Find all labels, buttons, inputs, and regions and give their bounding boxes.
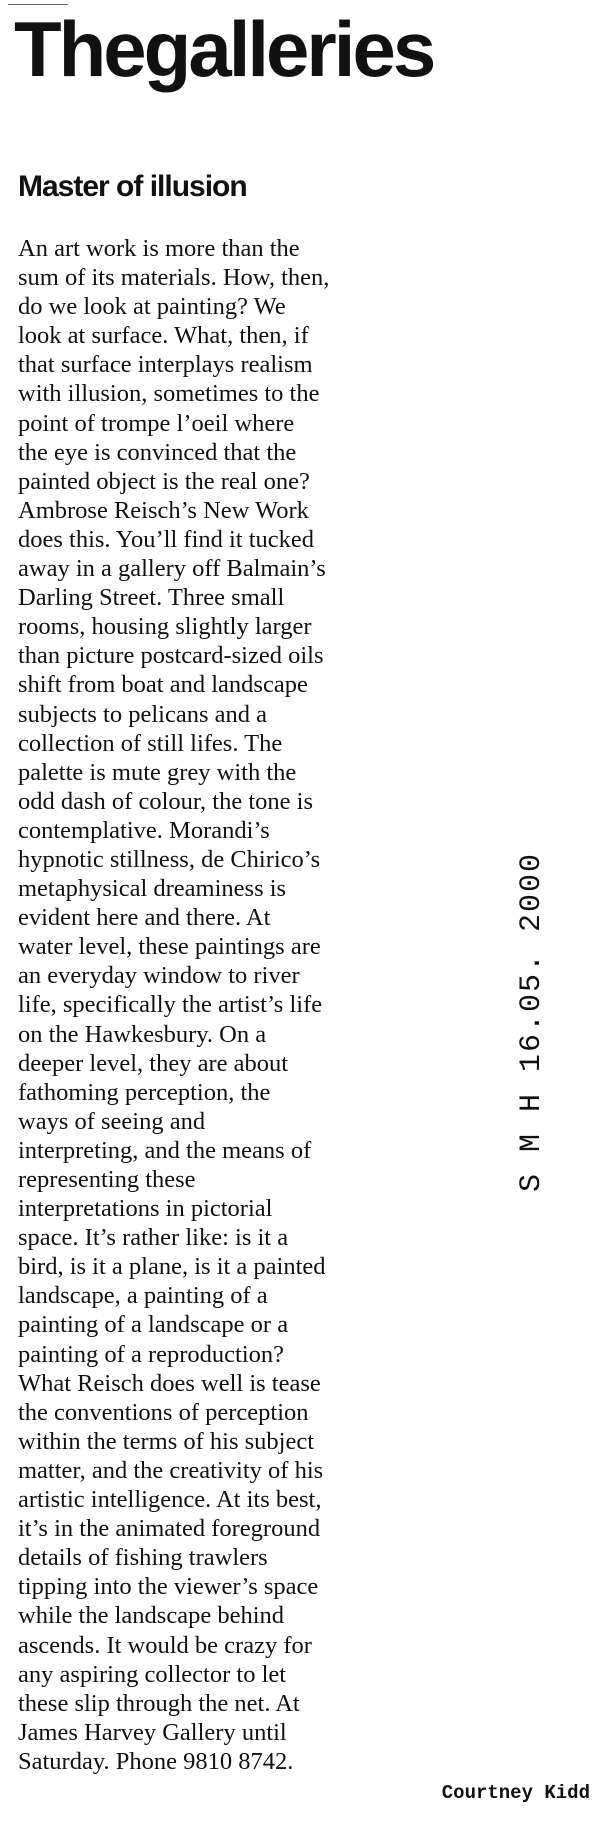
body-line: painting of a landscape or a <box>18 1311 289 1339</box>
body-line: painting of a reproduction? <box>18 1340 285 1368</box>
body-line: Darling Street. Three small <box>18 584 285 612</box>
body-line: subjects to pelicans and a <box>18 700 268 728</box>
body-line: within the terms of his subject <box>18 1427 314 1455</box>
body-line: matter, and the creativity of his <box>18 1456 324 1484</box>
article-body <box>18 234 408 1776</box>
body-line: away in a gallery off Balmain’s <box>18 555 326 583</box>
body-line: any aspiring collector to let <box>18 1660 287 1688</box>
body-line: bird, is it a plane, is it a painted <box>18 1253 326 1281</box>
body-line: rooms, housing slightly larger <box>18 613 312 641</box>
body-line: representing these <box>18 1166 196 1193</box>
body-line: ascends. It would be crazy for <box>18 1631 312 1659</box>
body-line: metaphysical dreaminess is <box>18 875 287 903</box>
body-line: What Reisch does well is tease <box>18 1369 321 1397</box>
body-line: artistic intelligence. At its best, <box>18 1486 322 1514</box>
body-line: interpreting, and the means of <box>18 1136 312 1164</box>
body-line: that surface interplays realism <box>18 351 313 379</box>
body-line: an everyday window to river <box>18 962 300 990</box>
body-line: the conventions of perception <box>18 1398 309 1426</box>
body-line: water level, these paintings are <box>18 933 321 961</box>
body-line: details of fishing trawlers <box>18 1544 268 1572</box>
body-line: fathoming perception, the <box>18 1078 271 1106</box>
body-line: does this. You’ll find it tucked <box>18 525 315 553</box>
body-line: sum of its materials. How, then, <box>18 264 330 292</box>
body-line: painted object is the real one? <box>18 467 310 495</box>
body-line: collection of still lifes. The <box>18 729 283 757</box>
body-line: Ambrose Reisch’s New Work <box>18 496 309 524</box>
body-line: on the Hawkesbury. On a <box>18 1020 267 1048</box>
author-byline: Courtney Kidd <box>441 1782 590 1804</box>
body-line: James Harvey Gallery until <box>18 1718 287 1746</box>
body-line: odd dash of colour, the tone is <box>18 787 314 815</box>
body-line: it’s in the animated foreground <box>18 1515 321 1543</box>
body-line: palette is mute grey with the <box>18 758 297 786</box>
body-line: these slip through the net. At <box>18 1689 300 1717</box>
body-line: look at surface. What, then, if <box>18 322 309 350</box>
body-line: ways of seeing and <box>18 1107 206 1135</box>
body-line: hypnotic stillness, de Chirico’s <box>18 845 321 873</box>
body-line: An art work is more than the <box>18 235 300 262</box>
body-line: shift from boat and landscape <box>18 671 308 699</box>
section-title: Thegalleries <box>14 5 434 93</box>
body-line: the eye is convinced that the <box>18 438 297 466</box>
body-line: while the landscape behind <box>18 1602 285 1630</box>
body-line: landscape, a painting of a <box>18 1282 268 1310</box>
body-line: Saturday. Phone 9810 8742. <box>18 1747 294 1775</box>
date-stamp: S M H 16.05. 2000 <box>515 851 549 1193</box>
body-line: life, specifically the artist’s life <box>18 991 323 1019</box>
article-headline: Master of illusion <box>18 170 247 203</box>
body-line: than picture postcard-sized oils <box>18 642 324 670</box>
body-line: do we look at painting? We <box>18 293 286 321</box>
body-line: deeper level, they are about <box>18 1049 289 1077</box>
body-line: tipping into the viewer’s space <box>18 1573 319 1601</box>
body-line: with illusion, sometimes to the <box>18 380 320 408</box>
body-line: evident here and there. At <box>18 904 271 932</box>
body-line: contemplative. Morandi’s <box>18 816 270 844</box>
body-line: space. It’s rather like: is it a <box>18 1224 289 1252</box>
body-line: interpretations in pictorial <box>18 1195 273 1223</box>
body-line: point of trompe l’oeil where <box>18 409 295 437</box>
